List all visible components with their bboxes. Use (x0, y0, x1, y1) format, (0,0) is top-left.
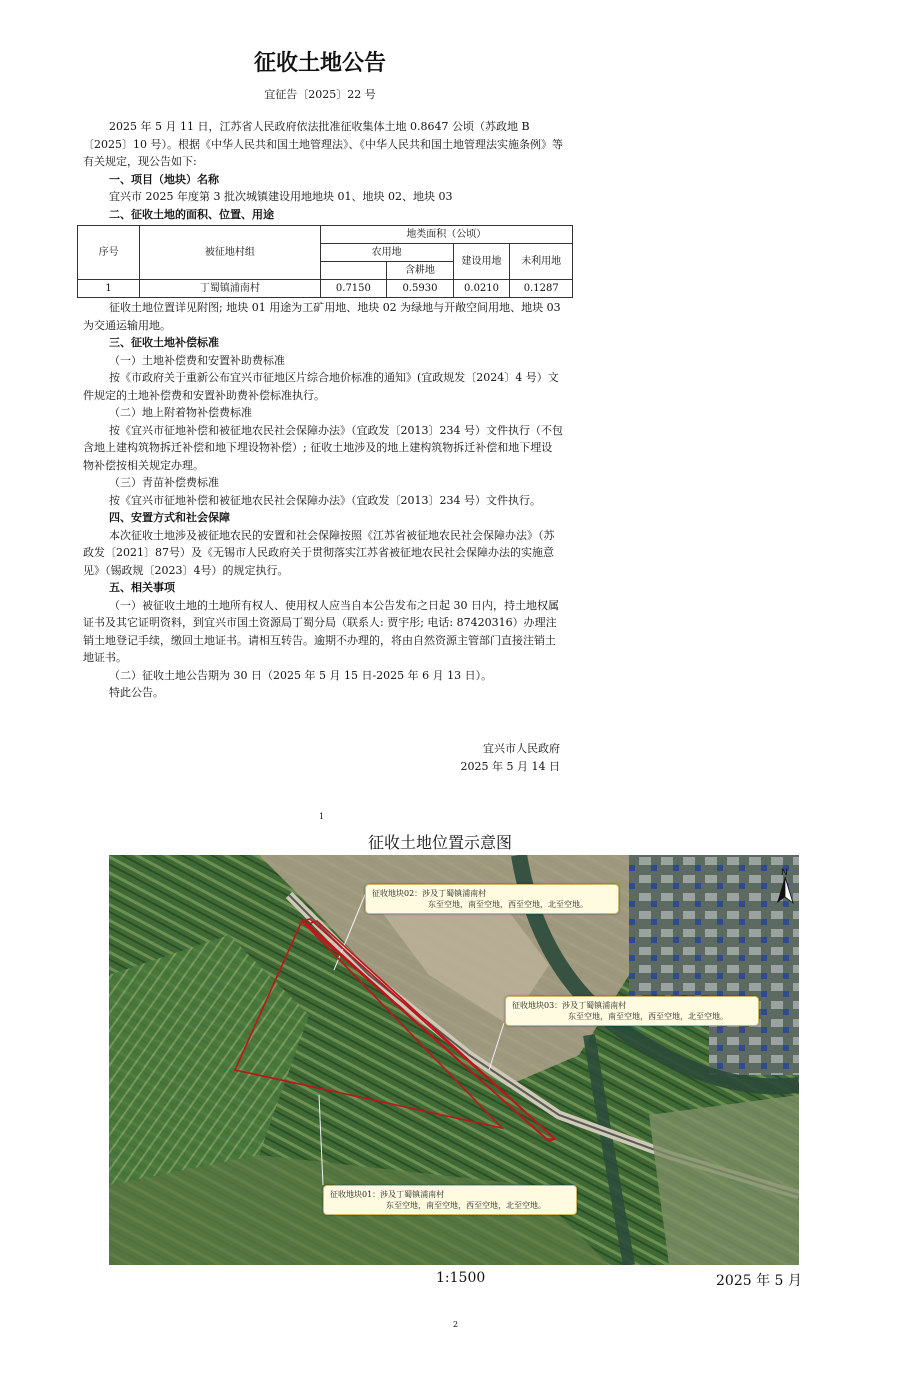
section-3-heading: 三、征收土地补偿标准 (109, 336, 219, 349)
document-number: 宜征告〔2025〕22 号 (264, 88, 376, 101)
location-usage-paragraph: 征收土地位置详见附图; 地块 01 用途为工矿用地、地块 02 为绿地与开敞空间用地、地块 03 为交通运输用地。 (83, 301, 561, 332)
header-unused: 未利用地 (510, 244, 573, 280)
cell-cultivated: 0.5930 (387, 280, 454, 298)
callout-03-title: 征收地块03：涉及丁蜀镇浦南村 (512, 1001, 627, 1010)
callout-parcel-01 (323, 1185, 577, 1215)
header-cultivated: 含耕地 (387, 262, 454, 280)
page-number-1: 1 (319, 812, 325, 821)
callout-02-bounds: 东至空地，南至空地，西至空地，北至空地。 (428, 900, 588, 909)
page-number-2: 2 (453, 1320, 459, 1329)
callout-01-title: 征收地块01：涉及丁蜀镇浦南村 (330, 1190, 445, 1199)
project-name: 宜兴市 2025 年度第 3 批次城镇建设用地地块 01、地块 02、地块 03 (109, 190, 453, 203)
cell-unused: 0.1287 (510, 280, 573, 298)
subsection-3-2: （二）地上附着物补偿费标准 (109, 406, 252, 419)
map-date: 2025 年 5 月 (716, 1273, 802, 1289)
intro-paragraph: 2025 年 5 月 11 日，江苏省人民政府依法批准征收集体土地 0.8647 公顷（苏政地 B〔2025〕10 号）。根据《中华人民共和国土地管理法》、《中华人民共和国土地管理法实施条例》等有关规定，现公告如下: (83, 120, 563, 168)
callout-parcel-03 (505, 996, 759, 1026)
table-row (78, 280, 573, 298)
callout-01-bounds: 东至空地，南至空地，西至空地，北至空地。 (386, 1201, 546, 1210)
callout-02-title: 征收地块02：涉及丁蜀镇浦南村 (372, 889, 487, 898)
header-agricultural: 农用地 (320, 244, 453, 262)
map-scale: 1:1500 (436, 1270, 486, 1286)
callout-03-bounds: 东至空地，南至空地，西至空地，北至空地。 (568, 1012, 728, 1021)
header-seq: 序号 (78, 226, 140, 280)
section-1-heading: 一、项目（地块）名称 (109, 172, 219, 186)
paragraph-3-2: 按《宜兴市征地补偿和被征地农民社会保障办法》（宜政发〔2013〕234 号）文件执行（不包含地上建构筑物拆迁补偿和地下埋设物补偿）; 征收土地涉及的地上建构筑物拆迁补偿和地下埋设物补偿按相关规定办理。 (83, 423, 563, 472)
header-construction: 建设用地 (453, 244, 510, 280)
notice-title: 征收土地公告 (253, 51, 386, 76)
signature-date: 2025 年 5 月 14 日 (460, 760, 560, 773)
cell-seq: 1 (78, 280, 140, 298)
paragraph-5-2: （二）征收土地公告期为 30 日（2025 年 5 月 15 日-2025 年 6 月 13 日）。 (109, 668, 493, 682)
land-area-table (77, 225, 573, 298)
paragraph-4: 本次征收土地涉及被征地农民的安置和社会保障按照《江苏省被征地农民社会保障办法》（苏政发〔2021〕87号）及《无锡市人民政府关于贯彻落实江苏省被征地农民社会保障办法的实施意见》（锡政规〔2023〕4号）的规定执行。 (83, 528, 555, 577)
cell-agricultural: 0.7150 (320, 280, 387, 298)
callout-parcel-02 (365, 884, 619, 914)
paragraph-3-3: 按《宜兴市征地补偿和被征地农民社会保障办法》（宜政发〔2013〕234 号）文件执行。 (109, 493, 541, 507)
location-map (109, 855, 799, 1265)
paragraph-5-1: （一）被征收土地的土地所有权人、使用权人应当自本公告发布之日起 30 日内，持土地权属证书及其它证明资料，到宜兴市国土资源局丁蜀分局（联系人: 贾宇彤; 电话: 87420316）办理注销土地登记手续，缴回土地证书。请相互转告。逾期不办理的，将由自然资源主管部门直接注销土地证书。 (83, 598, 559, 664)
subsection-3-3: （三）青苗补偿费标准 (109, 476, 219, 489)
subsection-3-1: （一）土地补偿费和安置补助费标准 (109, 353, 285, 367)
cell-construction: 0.0210 (453, 280, 510, 298)
map-title: 征收土地位置示意图 (367, 833, 512, 852)
paragraph-3-1: 按《市政府关于重新公布宜兴市征地区片综合地价标准的通知》(宜政规发〔2024〕4 号）文件规定的土地补偿费和安置补助费补偿标准执行。 (83, 371, 559, 402)
north-label: N (781, 868, 788, 878)
header-land-area: 地类面积（公顷） (320, 226, 572, 244)
cell-village: 丁蜀镇浦南村 (140, 280, 320, 298)
header-village: 被征地村组 (140, 226, 320, 280)
section-2-heading: 二、征收土地的面积、位置、用途 (109, 207, 274, 221)
section-4-heading: 四、安置方式和社会保障 (109, 511, 230, 524)
signature-organization: 宜兴市人民政府 (483, 742, 560, 755)
closing-text: 特此公告。 (109, 686, 164, 699)
notice-body (83, 118, 563, 702)
section-5-heading: 五、相关事项 (109, 581, 175, 594)
